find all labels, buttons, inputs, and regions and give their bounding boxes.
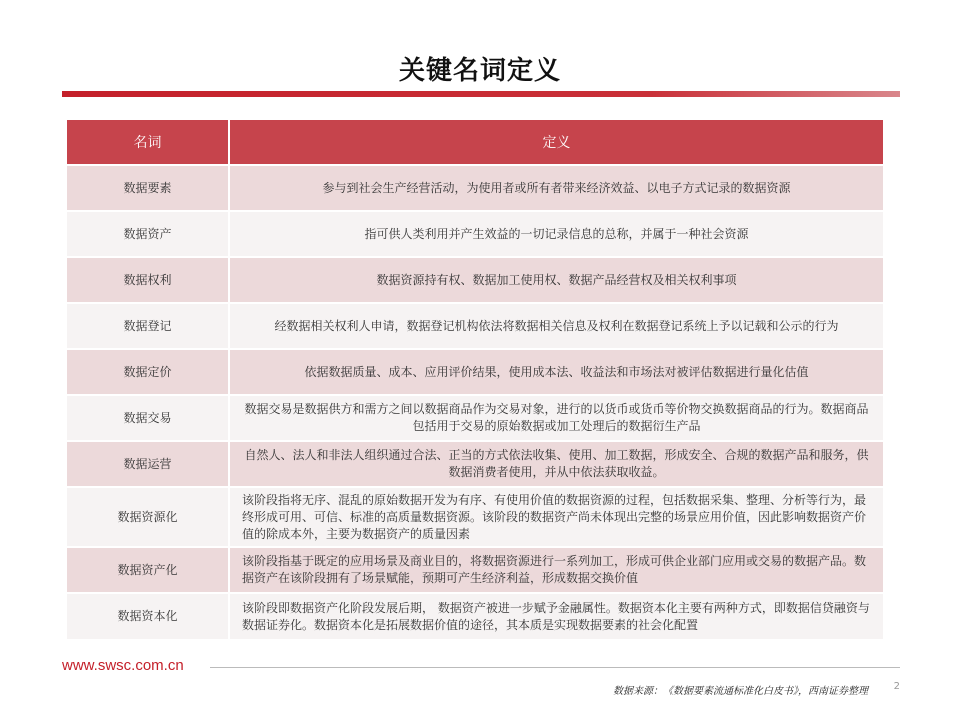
table-row <box>67 165 883 211</box>
table-row <box>67 593 883 639</box>
table-row <box>67 349 883 395</box>
definition-cell: 指可供人类利用并产生效益的一切记录信息的总称，并属于一种社会资源 <box>229 211 883 257</box>
header-definition: 定义 <box>229 120 883 165</box>
header-term: 名词 <box>67 120 229 165</box>
term-cell: 数据运营 <box>67 441 229 487</box>
footer-divider <box>210 667 900 668</box>
term-cell: 数据要素 <box>67 165 229 211</box>
table-row <box>67 211 883 257</box>
title-divider <box>62 91 900 97</box>
page-title: 关键名词定义 <box>398 56 561 86</box>
page-number: 2 <box>893 681 900 692</box>
term-cell: 数据资产化 <box>67 547 229 593</box>
table-header-row <box>67 120 883 165</box>
term-cell: 数据交易 <box>67 395 229 441</box>
definition-cell: 数据交易是数据供方和需方之间以数据商品作为交易对象，进行的以货币或货币等价物交换数据商品的行为。数据商品包括用于交易的原始数据或加工处理后的数据衍生产品 <box>229 395 883 441</box>
definitions-table <box>67 120 883 639</box>
term-cell: 数据资产 <box>67 211 229 257</box>
table-row <box>67 257 883 303</box>
table-row <box>67 487 883 547</box>
term-cell: 数据资本化 <box>67 593 229 639</box>
definition-cell: 依据数据质量、成本、应用评价结果，使用成本法、收益法和市场法对被评估数据进行量化估值 <box>229 349 883 395</box>
table-row <box>67 441 883 487</box>
definition-cell: 该阶段指将无序、混乱的原始数据开发为有序、有使用价值的数据资源的过程，包括数据采集、整理、分析等行为，最终形成可用、可信、标准的高质量数据资源。该阶段的数据资产尚未体现出完整的场景应用价值，因此影响数据资产价值的除成本外，主要为数据资产的质量因素 <box>229 487 883 547</box>
definition-cell: 该阶段指基于既定的应用场景及商业目的，将数据资源进行一系列加工，形成可供企业部门应用或交易的数据产品。数据资产在该阶段拥有了场景赋能，预期可产生经济利益，形成数据交换价值 <box>229 547 883 593</box>
term-cell: 数据资源化 <box>67 487 229 547</box>
definition-cell: 自然人、法人和非法人组织通过合法、正当的方式依法收集、使用、加工数据，形成安全、合规的数据产品和服务，供数据消费者使用，并从中依法获取收益。 <box>229 441 883 487</box>
table-row <box>67 395 883 441</box>
source-note: 数据来源：《数据要素流通标准化白皮书》，西南证券整理 <box>613 686 868 697</box>
definition-cell: 数据资源持有权、数据加工使用权、数据产品经营权及相关权利事项 <box>229 257 883 303</box>
definition-cell: 经数据相关权利人申请，数据登记机构依法将数据相关信息及权利在数据登记系统上予以记载和公示的行为 <box>229 303 883 349</box>
table-row <box>67 303 883 349</box>
definition-cell: 该阶段即数据资产化阶段发展后期， 数据资产被进一步赋予金融属性。数据资本化主要有两种方式，即数据信贷融资与数据证券化。数据资本化是拓展数据价值的途径，其本质是实现数据要素的社会化配置 <box>229 593 883 639</box>
definition-cell: 参与到社会生产经营活动，为使用者或所有者带来经济效益、以电子方式记录的数据资源 <box>229 165 883 211</box>
table-row <box>67 547 883 593</box>
term-cell: 数据定价 <box>67 349 229 395</box>
footer-website-link[interactable]: www.swsc.com.cn <box>62 657 184 674</box>
term-cell: 数据登记 <box>67 303 229 349</box>
term-cell: 数据权利 <box>67 257 229 303</box>
